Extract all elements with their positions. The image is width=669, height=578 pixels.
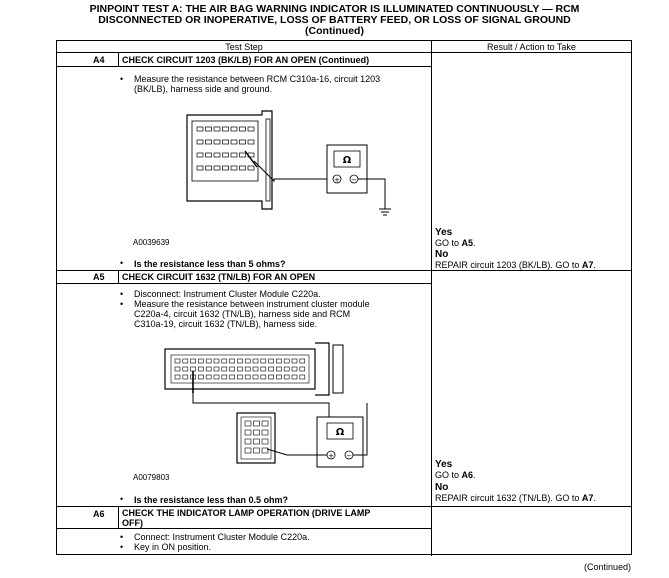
step-heading-a4: CHECK CIRCUIT 1203 (BK/LB) FOR AN OPEN (Continued) bbox=[122, 55, 370, 65]
bullet-dot: • bbox=[120, 74, 124, 84]
a4-yes-action: GO to A5. bbox=[435, 238, 476, 248]
bullet-dot: • bbox=[120, 542, 124, 552]
a5-no-action: REPAIR circuit 1632 (TN/LB). GO to A7. bbox=[435, 493, 596, 503]
header-test-step: Test Step bbox=[225, 42, 263, 52]
a6-bullet-text-1: Connect: Instrument Cluster Module C220a. bbox=[134, 532, 310, 542]
a4-yes-label: Yes bbox=[435, 227, 453, 238]
continued-footer: (Continued) bbox=[583, 562, 631, 572]
a4-bullet-text-1: Measure the resistance between RCM C310a-16, circuit 1203 bbox=[134, 74, 381, 84]
page-title bbox=[0, 4, 669, 37]
title-line-1: PINPOINT TEST A: THE AIR BAG WARNING INDICATOR IS ILLUMINATED CONTINUOUSLY — RCM bbox=[89, 3, 580, 15]
a5-yes-action: GO to A6. bbox=[435, 470, 476, 480]
step-heading-a6-line-2: OFF) bbox=[122, 518, 143, 528]
pinpoint-table bbox=[56, 40, 632, 555]
a4-figure-id: A0039639 bbox=[133, 238, 170, 247]
bullet-dot: • bbox=[120, 532, 124, 542]
step-heading-a6-line-1: CHECK THE INDICATOR LAMP OPERATION (DRIVE LAMP bbox=[122, 508, 371, 518]
a5-bullet-text-2: Measure the resistance between instrument cluster module bbox=[134, 299, 370, 309]
svg-text:−: − bbox=[351, 176, 357, 184]
a4-bottom-line bbox=[57, 270, 631, 271]
svg-text:+: + bbox=[334, 176, 340, 184]
title-line-2: DISCONNECTED OR INOPERATIVE, LOSS OF BATTERY FEED, OR LOSS OF SIGNAL GROUND bbox=[98, 14, 571, 26]
header-bottom-line bbox=[57, 52, 631, 53]
bullet-dot: • bbox=[120, 289, 124, 299]
a6-heading-line bbox=[57, 528, 431, 529]
step-id-a4: A4 bbox=[93, 55, 105, 65]
a5-omega-symbol: Ω bbox=[335, 427, 345, 438]
a5-heading-line bbox=[57, 283, 431, 284]
a6-bullet-text-2: Key in ON position. bbox=[134, 542, 212, 552]
id-divider-a4 bbox=[118, 53, 119, 66]
a5-no-label: No bbox=[435, 482, 449, 493]
bullet-dot: • bbox=[120, 494, 124, 504]
id-divider-a5 bbox=[118, 270, 119, 283]
bullet-dot: • bbox=[120, 258, 124, 268]
a4-no-label: No bbox=[435, 249, 449, 260]
a4-no-action: REPAIR circuit 1203 (BK/LB). GO to A7. bbox=[435, 260, 596, 270]
a5-question: Is the resistance less than 0.5 ohm? bbox=[134, 495, 289, 505]
a5-bullet-text-1: Disconnect: Instrument Cluster Module C220a. bbox=[134, 289, 321, 299]
svg-text:−: − bbox=[346, 452, 352, 460]
a5-bullet-text-4: C310a-19, circuit 1632 (TN/LB), harness side. bbox=[134, 319, 318, 329]
svg-text:+: + bbox=[328, 452, 334, 460]
a4-connector-diagram bbox=[182, 109, 382, 249]
a5-bottom-line bbox=[57, 506, 631, 507]
column-divider bbox=[431, 41, 432, 556]
step-id-a6: A6 bbox=[93, 509, 105, 519]
step-id-a5: A5 bbox=[93, 272, 105, 282]
a5-figure-id: A0079803 bbox=[133, 473, 170, 482]
a5-connector-diagram bbox=[157, 341, 377, 471]
a5-bullet-text-3: C220a-4, circuit 1632 (TN/LB), harness side and RCM bbox=[134, 309, 351, 319]
a5-yes-label: Yes bbox=[435, 459, 453, 470]
step-heading-a5: CHECK CIRCUIT 1632 (TN/LB) FOR AN OPEN bbox=[122, 272, 316, 282]
a4-heading-line bbox=[57, 66, 431, 67]
a4-omega-symbol: Ω bbox=[342, 155, 352, 166]
header-result: Result / Action to Take bbox=[487, 42, 576, 52]
title-line-3: (Continued) bbox=[305, 25, 364, 37]
a4-question: Is the resistance less than 5 ohms? bbox=[134, 259, 286, 269]
a4-bullet-text-2: (BK/LB), harness side and ground. bbox=[134, 84, 273, 94]
id-divider-a6 bbox=[118, 506, 119, 528]
bullet-dot: • bbox=[120, 299, 124, 309]
